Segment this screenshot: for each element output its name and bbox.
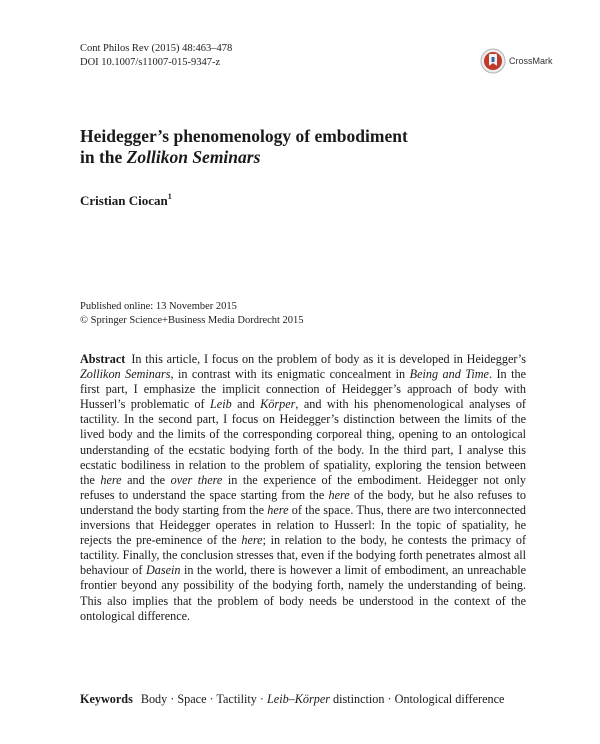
affiliation-mark[interactable]: 1 <box>167 192 172 201</box>
italic-term: here <box>267 502 289 517</box>
italic-term: here <box>241 533 263 548</box>
author-name: Cristian Ciocan <box>80 193 168 208</box>
text-run: and <box>231 397 261 412</box>
text-run: and the <box>121 472 171 487</box>
text-run: distinction · Ontological difference <box>329 692 505 706</box>
text-run: In this article, I focus on the problem of body as it is developed in Heidegger’s <box>131 352 526 366</box>
italic-term: over there <box>170 472 223 487</box>
text-run: in the experience of the embodiment. Heidegger not only refuses to understand the space starting from the <box>80 472 526 502</box>
text-run: , and with his phenomenological analyses of tactility. In the second part, I focus on Heidegger’s distinction between the limits of the lived body and the limits of the corresponding corporeal thing, opening to an ontological understanding of the ecstatic bodying forth of the body. In the third part, I analyse this ecstatic bodiliness in relation to the problem of spatiality, exploring the tension between the <box>80 397 526 487</box>
italic-term: here <box>328 487 350 502</box>
doi-line[interactable]: DOI 10.1007/s11007-015-9347-z <box>80 57 221 68</box>
text-run: Body · Space · Tactility · <box>140 692 267 706</box>
keywords-text <box>141 692 505 706</box>
journal-citation: Cont Philos Rev (2015) 48:463–478 <box>80 43 233 54</box>
italic-term: Being and Time <box>409 367 489 382</box>
journal-info <box>80 42 232 70</box>
crossmark-label: CrossMark <box>509 56 553 66</box>
text-run: of the space. Thus, there are two interconnected inversions that Heidegger operates in relation to Husserl: In the topic of spatiality, he rejects the pre-eminence of the <box>80 502 526 548</box>
italic-term: Zollikon Seminars <box>80 367 171 382</box>
italic-term: Leib <box>210 397 232 412</box>
abstract-text <box>80 352 526 623</box>
crossmark-logo-icon <box>480 48 506 74</box>
published-online: Published online: 13 November 2015 <box>80 301 237 312</box>
text-run: . In the first part, I emphasize the implicit connection of Heidegger’s approach of body with Husserl’s problematic of <box>80 367 527 412</box>
keywords-label: Keywords <box>80 692 133 706</box>
italic-term: here <box>100 472 122 487</box>
title-line-2-prefix: in the <box>80 147 127 167</box>
text-run: in the world, there is however a limit of embodiment, an unreachable frontier beyond any possibility of the bodying forth, namely the understanding of being. This also implies that the problem of body needs be understood in the context of the ontological difference. <box>80 563 526 623</box>
copyright-notice: © Springer Science+Business Media Dordrecht 2015 <box>80 315 304 326</box>
abstract-label: Abstract <box>80 352 126 366</box>
crossmark-badge[interactable] <box>480 48 553 74</box>
text-run: , in contrast with its enigmatic concealment in <box>170 367 410 382</box>
italic-term: Dasein <box>145 563 181 578</box>
author <box>80 192 172 209</box>
title-line-2-italic: Zollikon Seminars <box>126 147 261 167</box>
text-run: of the body, but he also refuses to understand the body starting from the <box>80 487 526 517</box>
abstract <box>80 352 526 624</box>
title-line-1: Heidegger’s phenomenology of embodiment <box>80 126 408 146</box>
article-title <box>80 126 520 168</box>
italic-term: Leib–Körper <box>267 692 330 706</box>
publication-info <box>80 300 304 328</box>
keywords <box>80 692 526 707</box>
italic-term: Körper <box>260 397 296 412</box>
text-run: ; in relation to the body, he contests the primacy of tactility. Finally, the conclusion stresses that, even if the bodying forth penetrates almost all behaviour of <box>80 533 527 578</box>
